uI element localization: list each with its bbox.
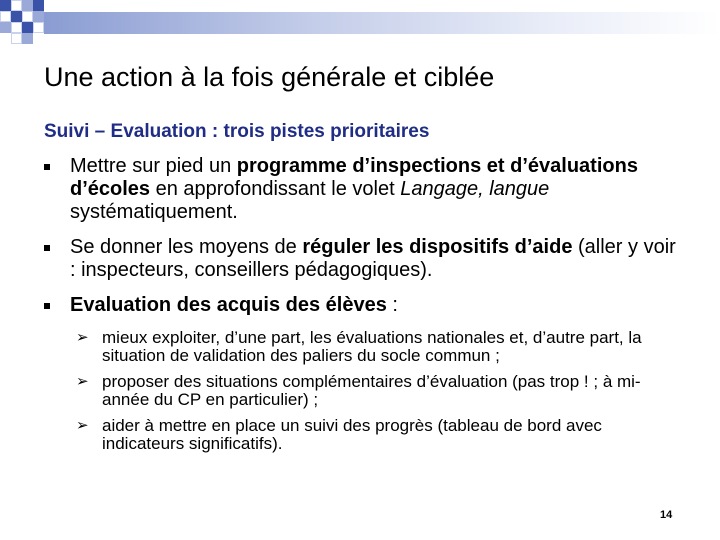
sub-bullet-text: mieux exploiter, d’une part, les évaluations nationales et, d’autre part, la situation de validation des paliers du socle commun ; bbox=[102, 328, 642, 365]
header-gradient-bar bbox=[44, 12, 720, 34]
deco-square bbox=[22, 0, 33, 11]
arrow-bullet-icon: ➢ bbox=[76, 373, 89, 390]
bullet-item-evaluation bbox=[44, 294, 684, 317]
deco-square bbox=[33, 22, 44, 33]
deco-square bbox=[11, 22, 22, 33]
bullet-bold-text: réguler les dispositifs d’aide bbox=[302, 236, 573, 258]
bullet-item-inspections bbox=[44, 155, 684, 224]
deco-square bbox=[22, 11, 33, 22]
arrow-bullet-icon: ➢ bbox=[76, 329, 89, 346]
sub-bullet-text: proposer des situations complémentaires d’évaluation (pas trop ! ; à mi-année du CP en particulier) ; bbox=[102, 372, 641, 409]
square-bullet-icon bbox=[44, 245, 50, 251]
bullet-list bbox=[44, 155, 684, 461]
bullet-text: Se donner les moyens de bbox=[70, 236, 303, 258]
bullet-text: : bbox=[386, 294, 398, 316]
bullet-text: systématiquement. bbox=[70, 201, 238, 223]
deco-square bbox=[11, 33, 22, 44]
bullet-item-dispositifs bbox=[44, 236, 684, 282]
deco-square bbox=[0, 22, 11, 33]
deco-square bbox=[11, 0, 22, 11]
deco-square bbox=[0, 11, 11, 22]
sub-bullet-text: aider à mettre en place un suivi des progrès (tableau de bord avec indicateurs significatifs). bbox=[102, 416, 602, 453]
sub-bullet-item bbox=[76, 372, 684, 409]
deco-square bbox=[22, 22, 33, 33]
deco-square bbox=[11, 11, 22, 22]
bullet-text: Mettre sur pied un bbox=[70, 155, 237, 177]
sub-bullet-item bbox=[76, 328, 684, 365]
bullet-italic-text: Langage, langue bbox=[400, 178, 550, 200]
sub-bullet-item bbox=[76, 416, 684, 453]
sub-bullet-list bbox=[44, 329, 684, 453]
bullet-bold-text: Evaluation des acquis des élèves bbox=[70, 294, 387, 316]
arrow-bullet-icon: ➢ bbox=[76, 417, 89, 434]
bullet-bold-text: programme d’inspections et d’évaluations d’écoles bbox=[70, 155, 638, 200]
slide-subtitle: Suivi – Evaluation : trois pistes prioritaires bbox=[44, 121, 430, 142]
slide-title: Une action à la fois générale et ciblée bbox=[44, 62, 495, 92]
deco-square bbox=[33, 0, 44, 11]
deco-square bbox=[22, 33, 33, 44]
bullet-text: (aller y voir : inspecteurs, conseillers pédagogiques). bbox=[70, 236, 676, 281]
page-number: 14 bbox=[660, 509, 673, 521]
square-bullet-icon bbox=[44, 303, 50, 309]
header-decoration bbox=[0, 0, 720, 44]
bullet-text: en approfondissant le volet bbox=[150, 178, 401, 200]
square-bullet-icon bbox=[44, 164, 50, 170]
deco-square bbox=[0, 0, 11, 11]
deco-square bbox=[33, 11, 44, 22]
